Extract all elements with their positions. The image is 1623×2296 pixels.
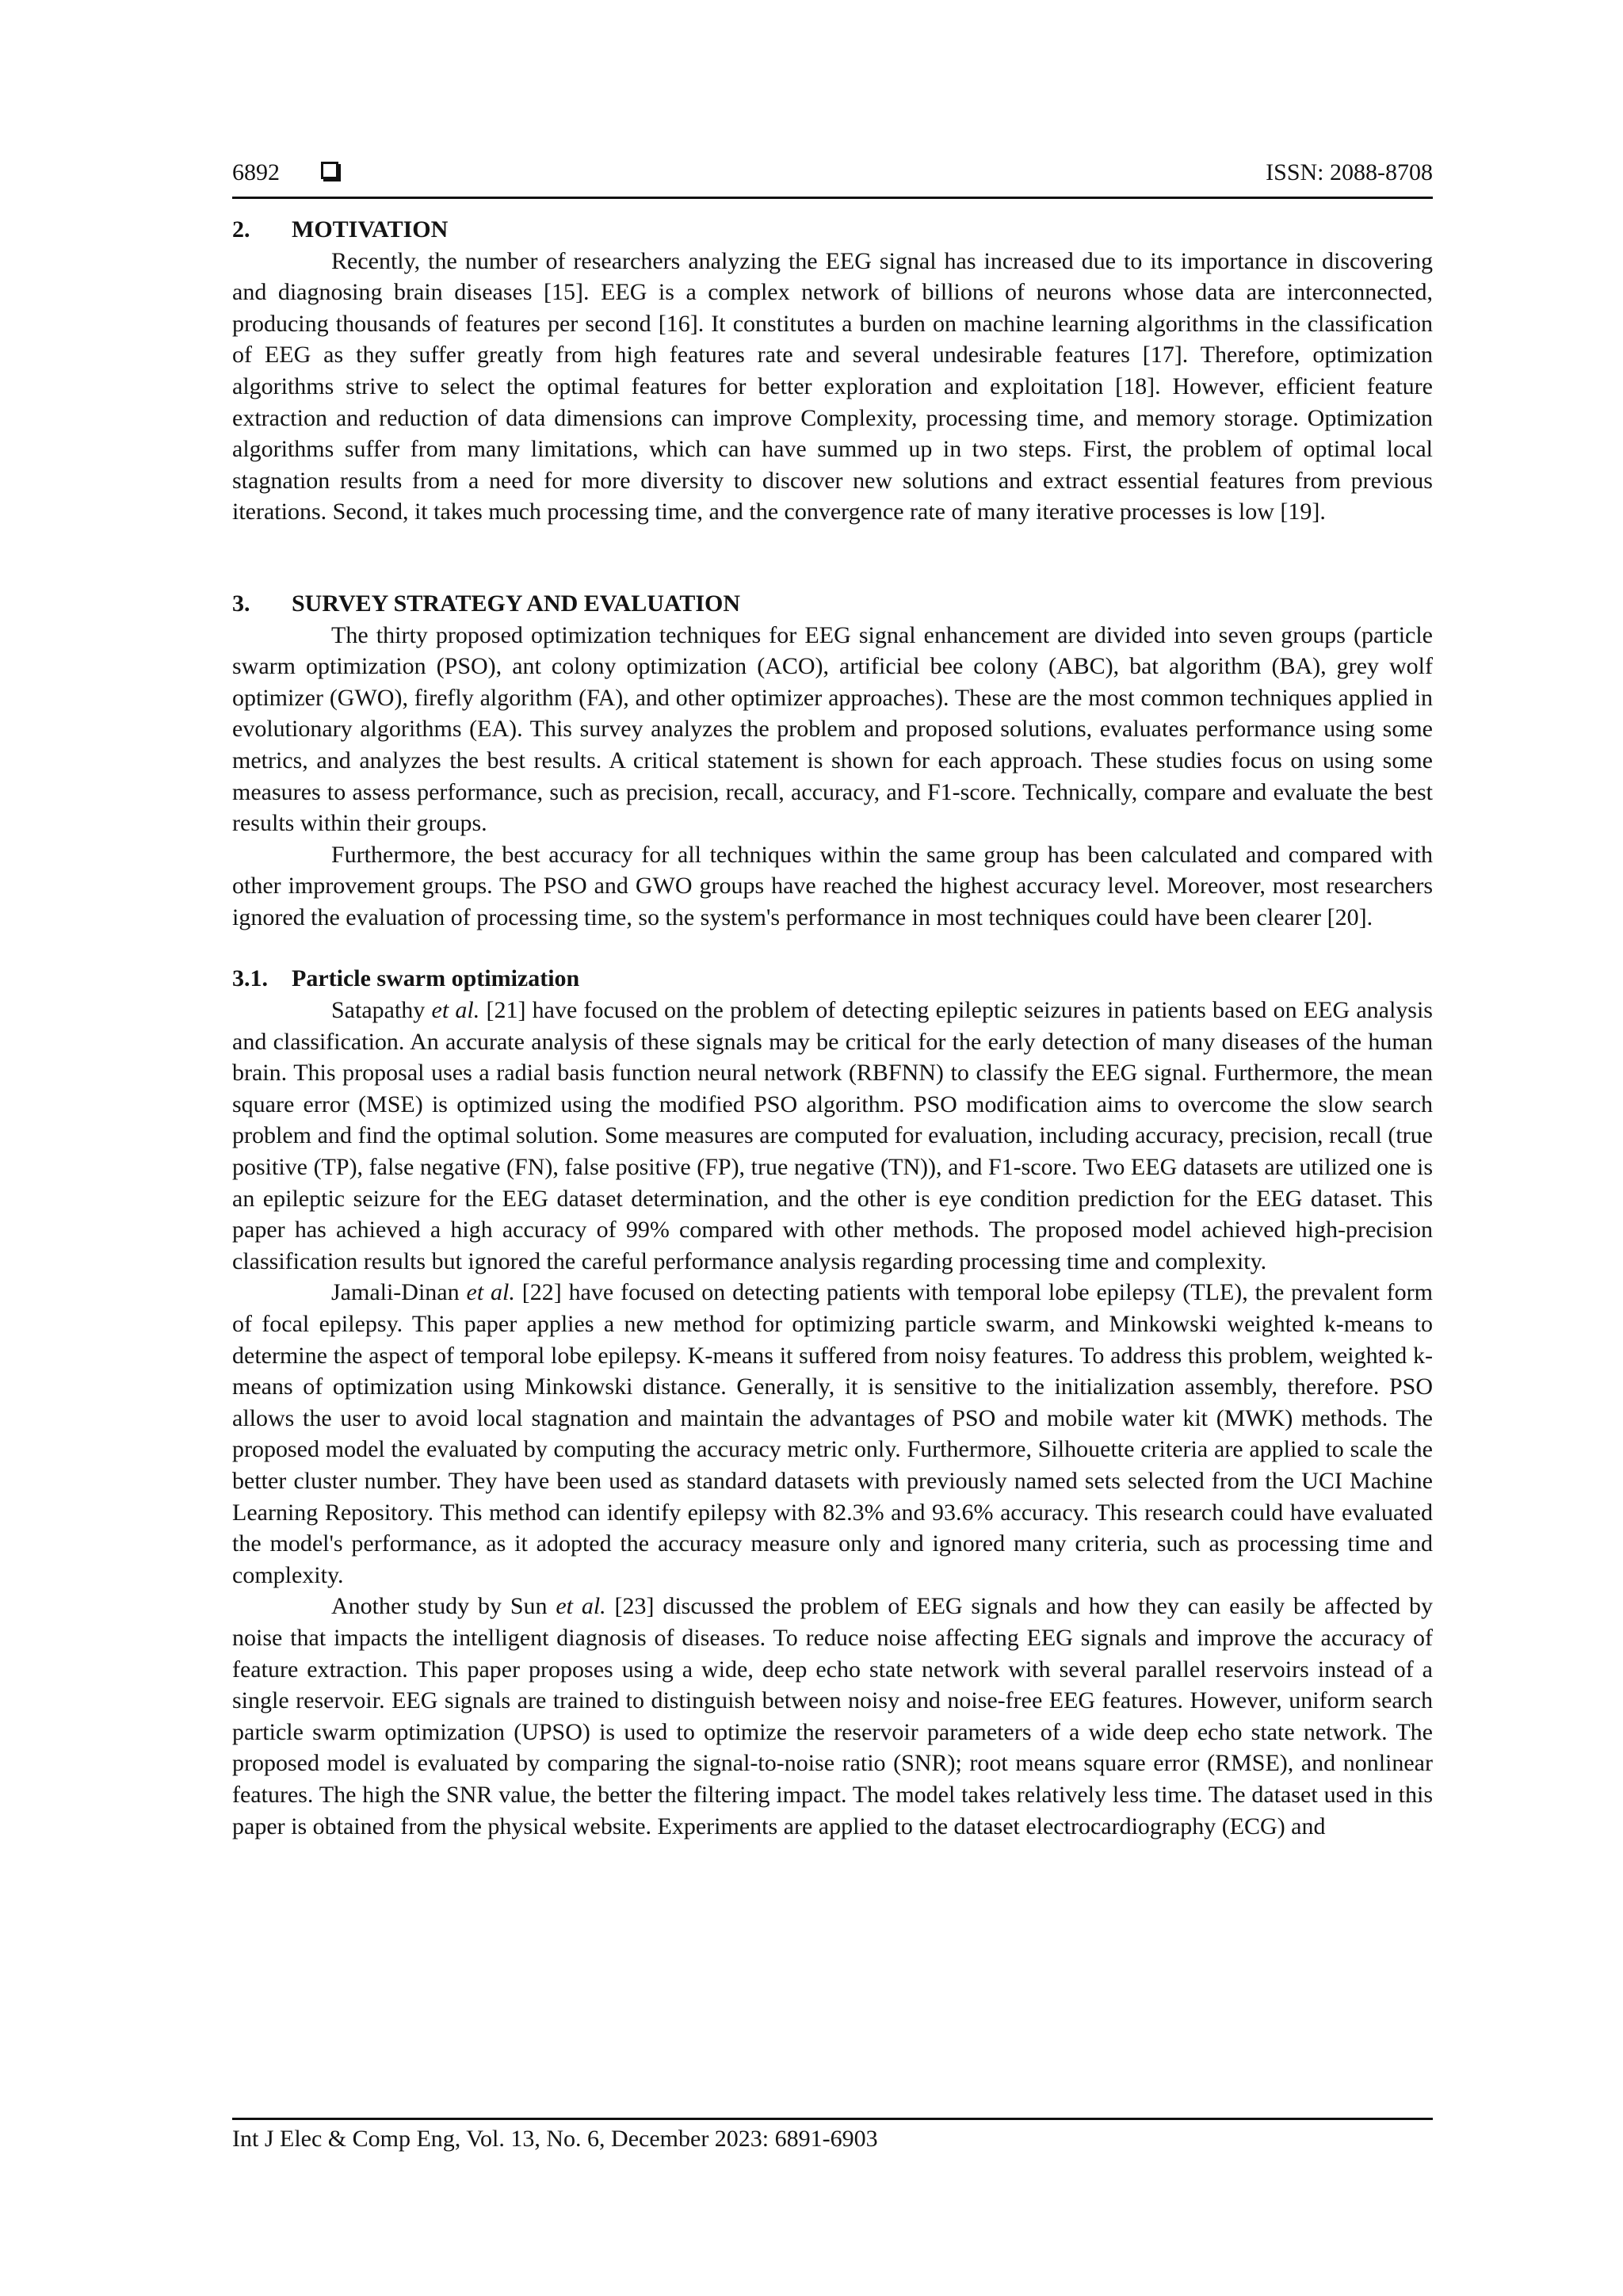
- paragraph-survey-2: Furthermore, the best accuracy for all techniques within the same group has been calculated and compared with other improvement groups. The PSO and GWO groups have reached the highest accuracy level. Moreover, most researchers ignored the evaluation of processing time, so the system's performance in most techniques could have been clearer [20].: [232, 841, 1433, 930]
- journal-citation: Int J Elec & Comp Eng, Vol. 13, No. 6, December 2023: 6891-6903: [232, 2126, 878, 2152]
- paragraph-satapathy: Satapathy et al. [21] have focused on the problem of detecting epileptic seizures in patients based on EEG analysis and classification. An accurate analysis of these signals may be critical for the early detection of many diseases of the human brain. This proposal uses a radial basis function neural network (RBFNN) to classify the EEG signal. Furthermore, the mean square error (MSE) is optimized using the modified PSO algorithm. PSO modification aims to overcome the slow search problem and find the optimal solution. Some measures are computed for evaluation, including accuracy, precision, recall (true positive (TP), false negative (FN), false positive (FP), true negative (TN)), and F1-score. Two EEG datasets are utilized one is an epileptic seizure for the EEG dataset determination, and the other is eye condition prediction for the EEG dataset. This paper has achieved a high accuracy of 99% compared with other methods. The proposed model achieved high-precision classification results but ignored the careful performance analysis regarding processing time and complexity.: [232, 997, 1433, 1274]
- section-heading-survey-strategy: 3. SURVEY STRATEGY AND EVALUATION: [232, 590, 741, 617]
- paragraph-sun: Another study by Sun et al. [23] discussed the problem of EEG signals and how they can easily be affected by noise that impacts the intelligent diagnosis of diseases. To reduce noise affecting EEG signals and improve the accuracy of feature extraction. This paper proposes using a wide, deep echo state network with several parallel reservoirs instead of a single reservoir. EEG signals are trained to distinguish between noisy and noise-free EEG features. However, uniform search particle swarm optimization (UPSO) is used to optimize the reservoir parameters of a wide deep echo state network. The proposed model is evaluated by comparing the signal-to-noise ratio (SNR); root means square error (RMSE), and nonlinear features. The high the SNR value, the better the filtering impact. The model takes relatively less time. The dataset used in this paper is obtained from the physical website. Experiments are applied to the dataset electrocardiography (ECG) and: [232, 1593, 1434, 1839]
- square-icon: [321, 162, 338, 179]
- page-number: 6892: [232, 159, 280, 185]
- subsection-heading-pso: 3.1. Particle swarm optimization: [232, 965, 580, 992]
- page-content: [232, 214, 1433, 1842]
- paragraph-survey-1: The thirty proposed optimization techniques for EEG signal enhancement are divided into seven groups (particle swarm optimization (PSO), ant colony optimization (ACO), artificial bee colony (ABC), bat algorithm (BA), grey wolf optimizer (GWO), firefly algorithm (FA), and other optimizer approaches). These are the most common techniques applied in evolutionary algorithms (EA). This survey analyzes the problem and proposed solutions, evaluates performance using some metrics, and analyzes the best results. A critical statement is shown for each approach. These studies focus on using some measures to assess performance, such as precision, recall, accuracy, and F1-score. Technically, compare and evaluate the best results within their groups.: [232, 621, 1433, 837]
- paragraph-motivation: Recently, the number of researchers analyzing the EEG signal has increased due to its importance in discovering and diagnosing brain diseases [15]. EEG is a complex network of billions of neurons whose data are interconnected, producing thousands of features per second [16]. It constitutes a burden on machine learning algorithms in the classification of EEG as they suffer greatly from high features rate and several undesirable features [17]. Therefore, optimization algorithms strive to select the optimal features for better exploration and exploitation [18]. However, efficient feature extraction and reduction of data dimensions can improve Complexity, processing time, and memory storage. Optimization algorithms suffer from many limitations, which can have summed up in two steps. First, the problem of optimal local stagnation results from a need for more diversity to discover new solutions and extract essential features from previous iterations. Second, it takes much processing time, and the convergence rate of many iterative processes is low [19].: [232, 247, 1433, 525]
- page-header: [232, 155, 1433, 199]
- section-heading-motivation: 2. MOTIVATION: [232, 216, 449, 243]
- issn-label: ISSN: 2088-8708: [1266, 159, 1433, 185]
- page-footer: [232, 2118, 1433, 2155]
- paper-page: [232, 0, 1433, 2296]
- paragraph-jamali-dinan: Jamali-Dinan et al. [22] have focused on detecting patients with temporal lobe epilepsy (TLE), the prevalent form of focal epilepsy. This paper applies a new method for optimizing particle swarm, and Minkowski weighted k-means to determine the aspect of temporal lobe epilepsy. K-means it suffered from noisy features. To address this problem, weighted k-means of optimization using Minkowski distance. Generally, it is sensitive to the initialization assembly, therefore. PSO allows the user to avoid local stagnation and maintain the advantages of PSO and mobile water kit (MWK) methods. The proposed model the evaluated by computing the accuracy metric only. Furthermore, Silhouette criteria are applied to scale the better cluster number. They have been used as standard datasets with previously named sets selected from the UCI Machine Learning Repository. This method can identify epilepsy with 82.3% and 93.6% accuracy. This research could have evaluated the model's performance, as it adopted the accuracy measure only and ignored many criteria, such as processing time and complexity.: [232, 1279, 1433, 1588]
